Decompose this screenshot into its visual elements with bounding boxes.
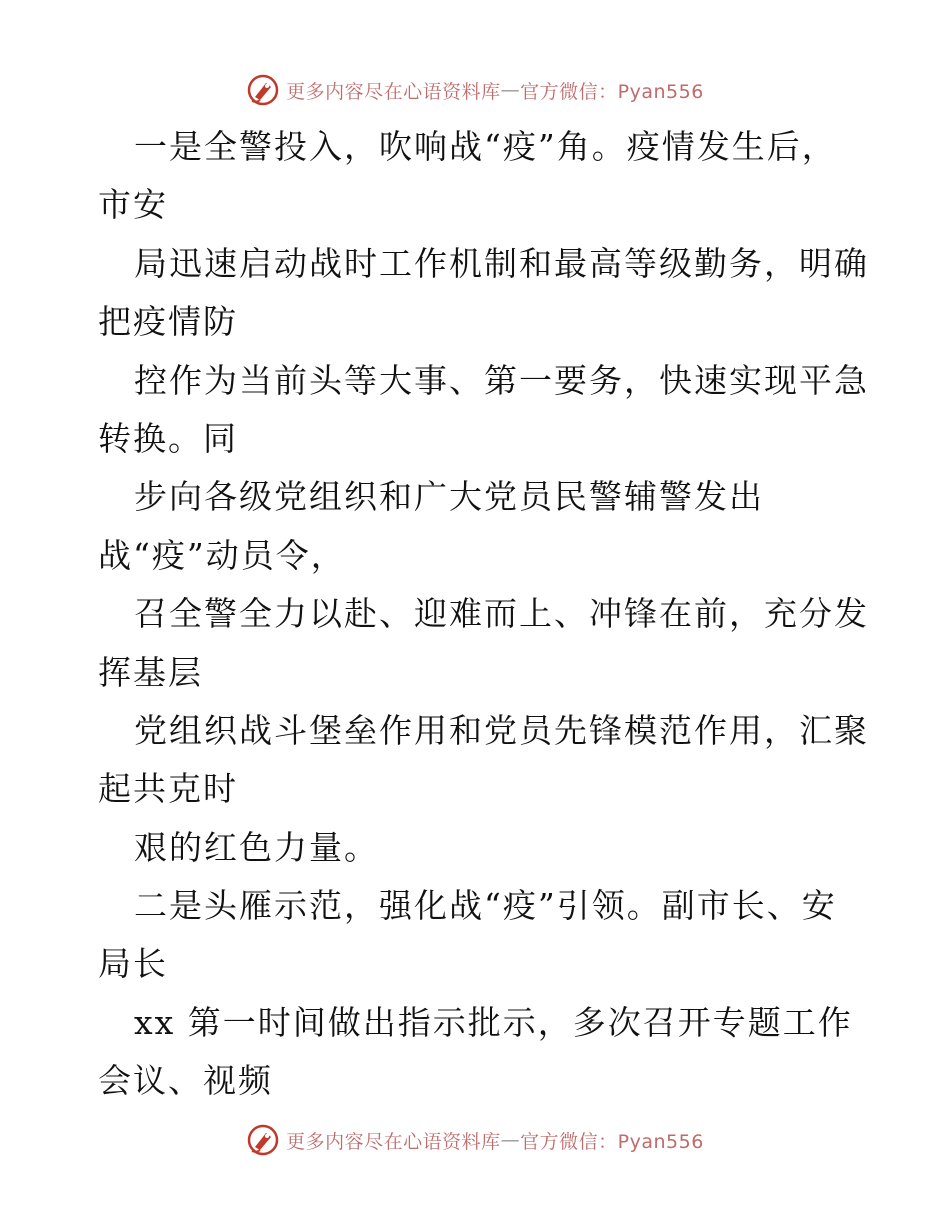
body-line: 局迅速启动战时工作机制和最高等级勤务，明确	[134, 243, 869, 283]
body-line: 战“疫”动员令，	[98, 535, 346, 575]
pen-nib-logo-icon	[246, 1123, 280, 1157]
body-line: 会议、视频	[98, 1061, 273, 1101]
body-line: 起共克时	[98, 769, 238, 809]
body-line: 市安	[98, 185, 168, 225]
body-line: xx 第一时间做出指示批示，多次召开专题工作	[134, 1002, 853, 1042]
footer-brand-text: 更多内容尽在心语资料库	[286, 1130, 501, 1153]
body-line: 步向各级党组织和广大党员民警辅警发出	[134, 477, 764, 517]
footer-watermark	[0, 1120, 950, 1160]
footer-contact-text: 官方微信：Pyan556	[520, 1130, 704, 1153]
body-line: 控作为当前头等大事、第一要务，快速实现平急	[134, 360, 869, 400]
footer-separator: —	[500, 1129, 521, 1151]
body-line: 把疫情防	[98, 302, 238, 342]
body-line: 党组织战斗堡垒作用和党员先锋模范作用，汇聚	[134, 710, 869, 750]
pen-nib-logo-icon	[246, 73, 280, 107]
body-line: 二是头雁示范，强化战“疫”引领。副市长、安	[134, 886, 837, 926]
header-separator: —	[500, 79, 521, 101]
body-line: 局长	[98, 944, 168, 984]
body-line: 一是全警投入，吹响战“疫”角。疫情发生后，	[134, 127, 837, 166]
document-body	[98, 118, 869, 1111]
header-contact-text: 官方微信：Pyan556	[520, 80, 704, 103]
body-line: 挥基层	[98, 652, 203, 692]
body-line: 召全警全力以赴、迎难而上、冲锋在前，充分发	[134, 594, 869, 634]
body-line: 艰的红色力量。	[134, 827, 379, 867]
body-line: 转换。同	[98, 418, 238, 458]
header-watermark	[0, 70, 950, 110]
header-brand-text: 更多内容尽在心语资料库	[286, 80, 501, 103]
